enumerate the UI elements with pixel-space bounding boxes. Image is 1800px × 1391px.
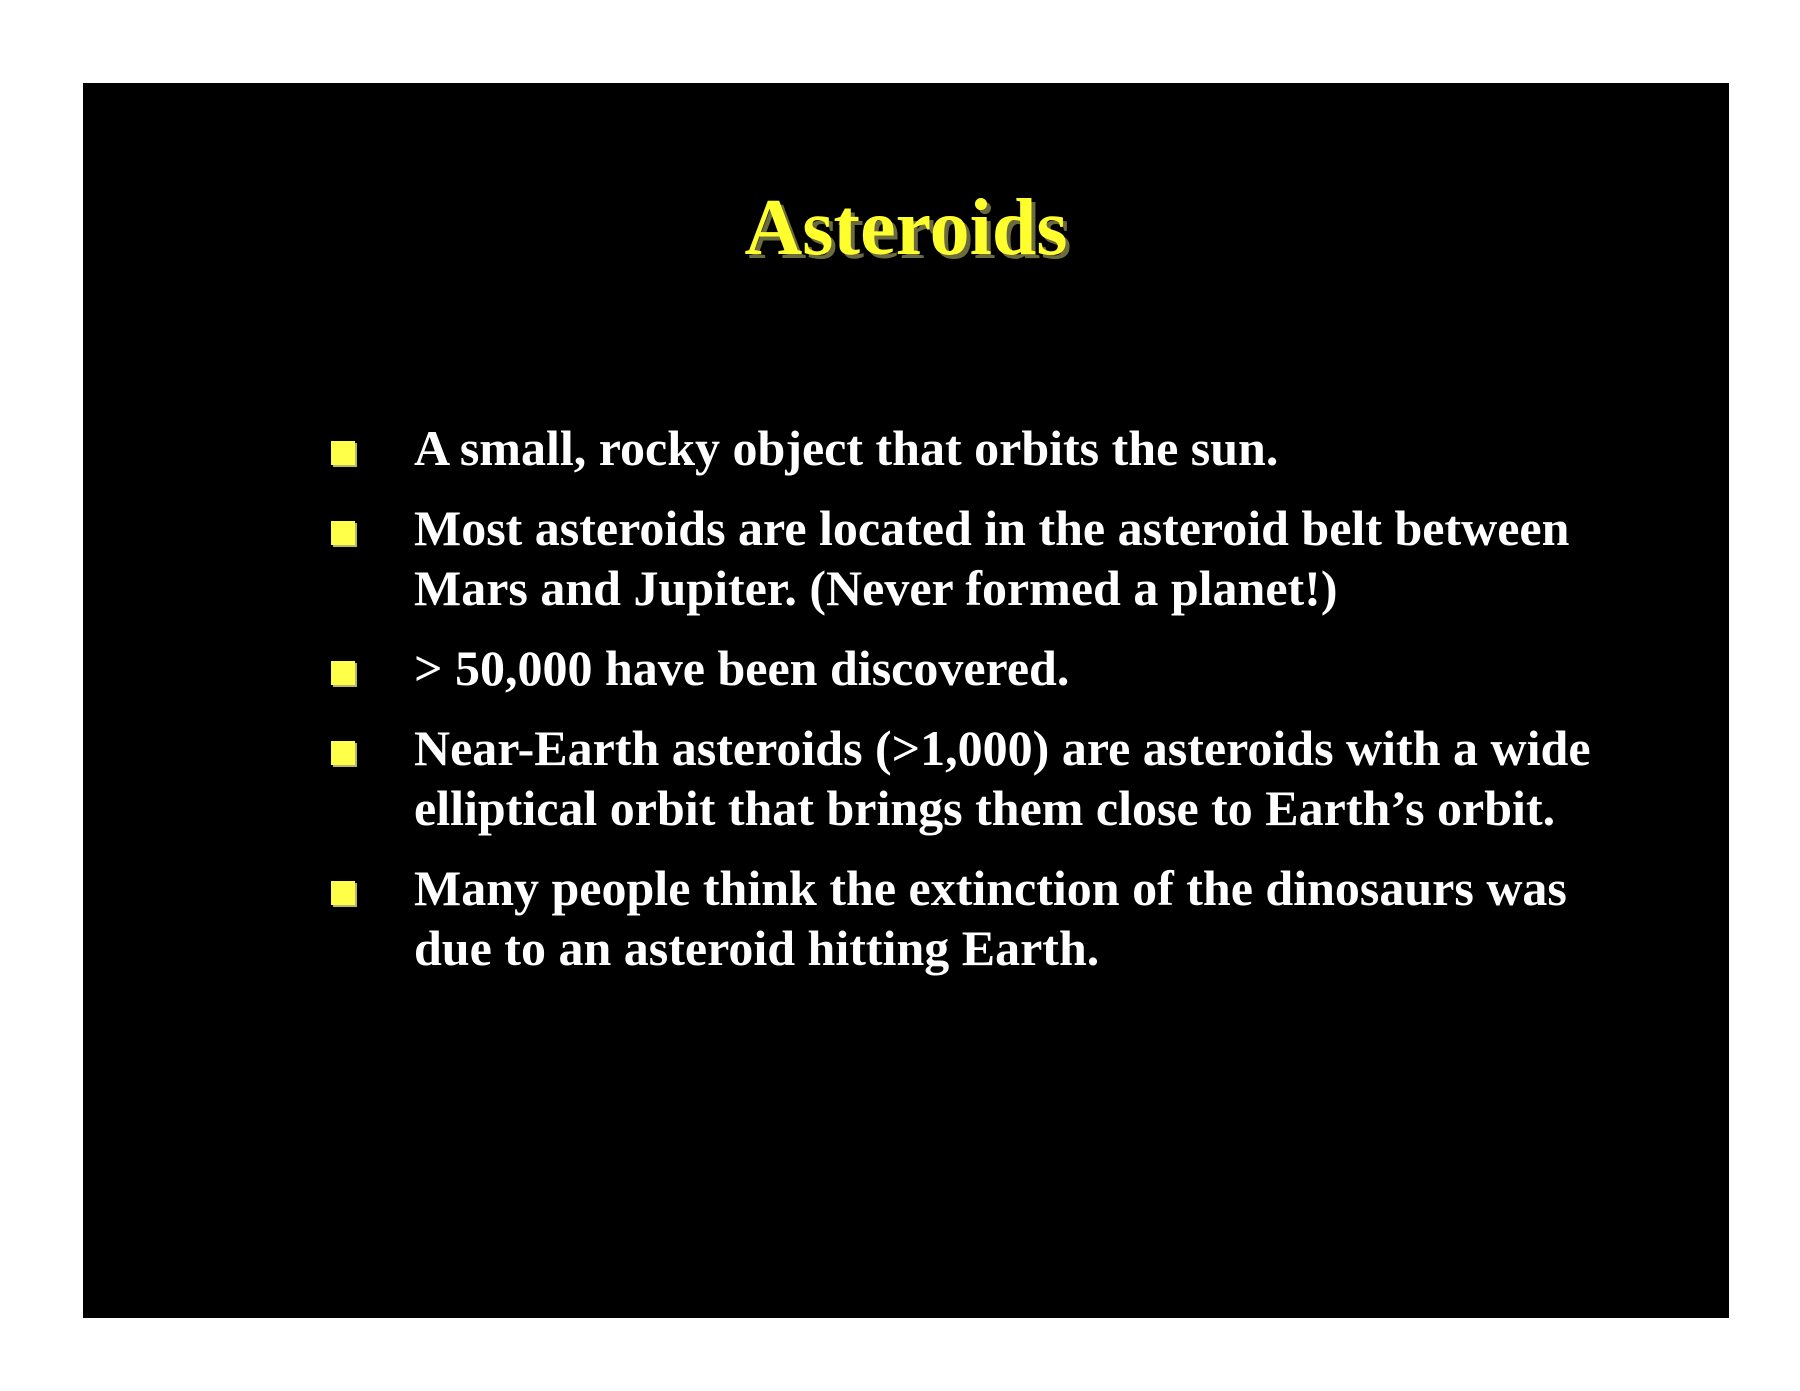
bullet-list <box>331 418 1621 998</box>
square-bullet-icon <box>331 881 355 905</box>
bullet-text: > 50,000 have been discovered. <box>414 640 1070 696</box>
square-bullet-icon <box>331 521 355 545</box>
square-bullet-icon <box>331 441 355 465</box>
bullet-item <box>331 718 1621 838</box>
slide-title: Asteroids <box>744 184 1068 272</box>
bullet-item <box>331 858 1621 978</box>
bullet-item <box>331 498 1621 618</box>
bullet-item <box>331 638 1621 698</box>
bullet-text: Many people think the extinction of the dinosaurs was due to an asteroid hitting Earth. <box>414 860 1567 976</box>
bullet-text: A small, rocky object that orbits the sun. <box>414 420 1279 476</box>
bullet-text: Near-Earth asteroids (>1,000) are asteroids with a wide elliptical orbit that brings them close to Earth’s orbit. <box>414 720 1591 836</box>
square-bullet-icon <box>331 741 355 765</box>
bullet-text: Most asteroids are located in the asteroid belt between Mars and Jupiter. (Never formed a planet!) <box>414 500 1570 616</box>
bullet-item <box>331 418 1621 478</box>
slide <box>83 83 1729 1318</box>
square-bullet-icon <box>331 661 355 685</box>
